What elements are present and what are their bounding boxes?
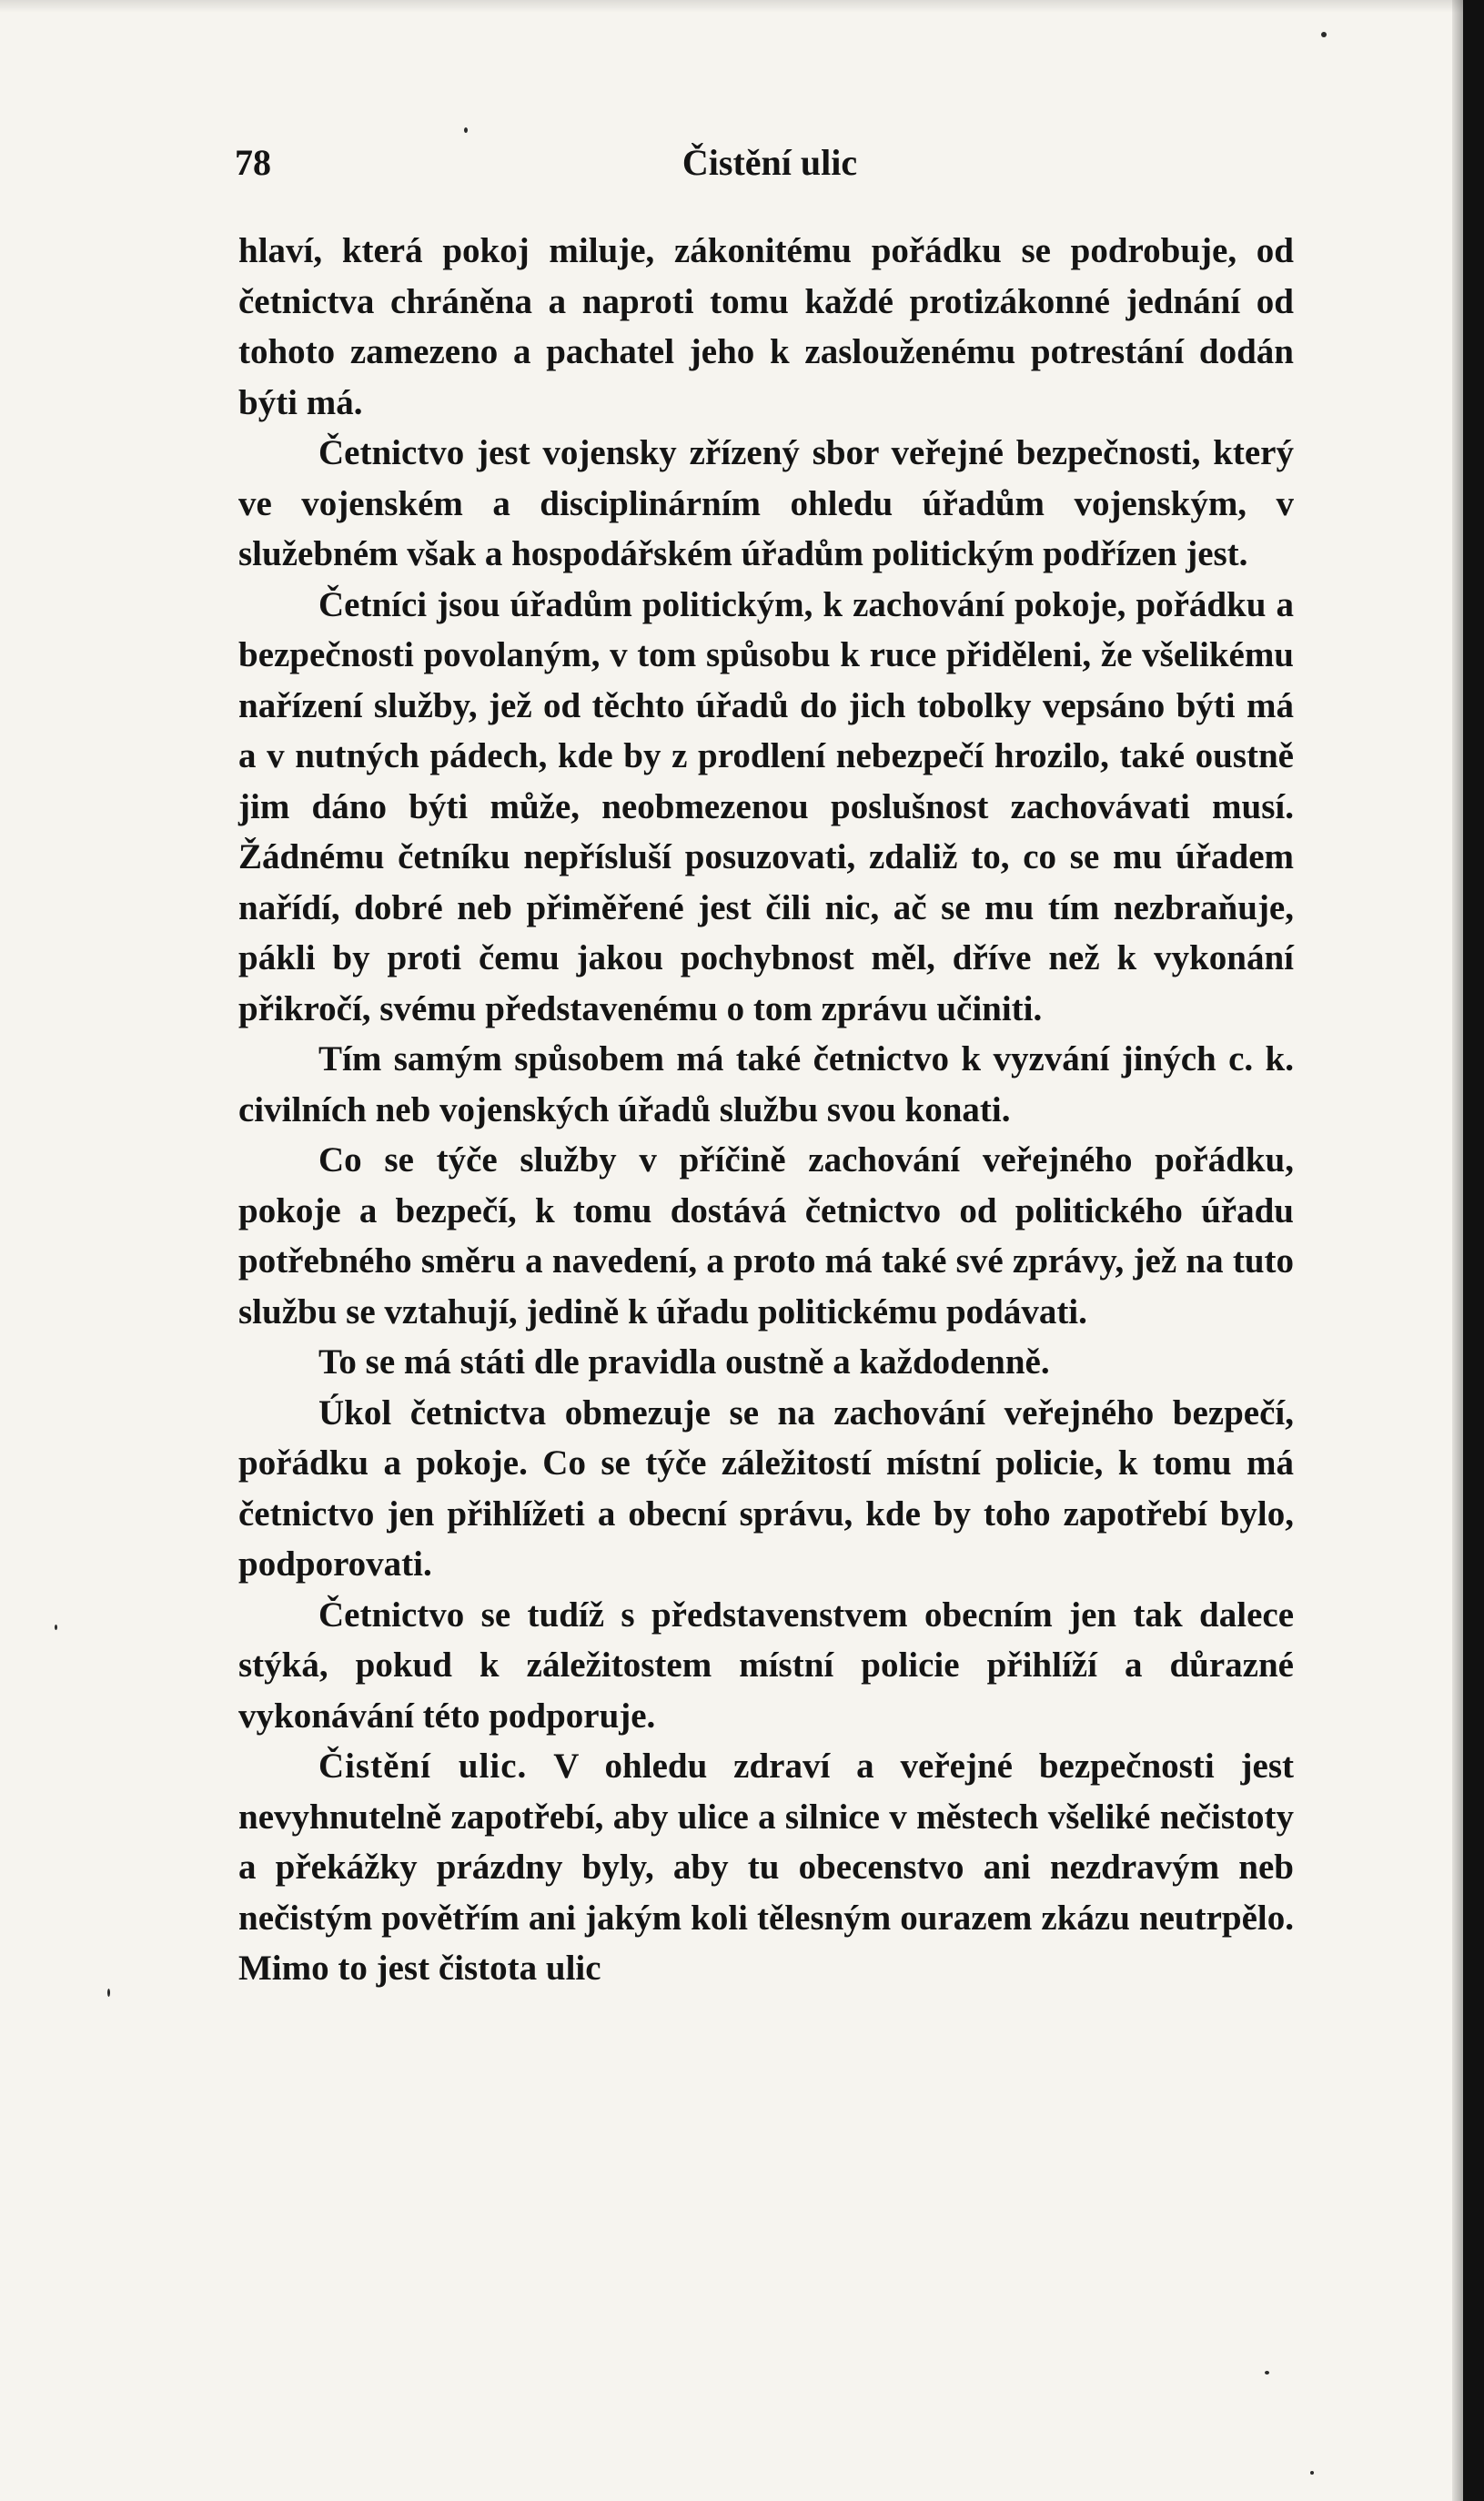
scan-speck — [464, 127, 468, 133]
paragraph: Tím samým spůsobem má také četnictvo k vyzvání jiných c. k. civilních neb vojenských úřadů službu svou konati. — [238, 1039, 1294, 1129]
scan-speck — [107, 1989, 110, 1997]
scan-speck — [1321, 32, 1327, 37]
section-heading-inline: Čistění ulic. — [318, 1747, 528, 1786]
body-text — [238, 226, 1294, 1994]
paragraph: To se má státi dle pravidla oustně a každodenně. — [318, 1342, 1050, 1382]
paragraph-text: V ohledu zdraví a veřejné bezpečnosti jest nevyhnutelně zapotřebí, aby ulice a silnice v městech všeliké nečistoty a překážky prázdny byly, aby tu obecenstvo ani nezdravým neb nečistým povětřím ani jakým koli tělesným ourazem zkázu neutrpělo. Mimo to jest čistota ulic — [238, 1747, 1295, 1988]
scan-speck — [1265, 2371, 1269, 2374]
page-header — [235, 141, 1297, 196]
paragraph: Úkol četnictva obmezuje se na zachování veřejného bezpečí, pořádku a pokoje. Co se týče záležitostí místní policie, k tomu má četnictvo jen přihlížeti a obecní správu, kde by toho zapotřebí bylo, podporovati. — [238, 1392, 1294, 1584]
paragraph: Četnictvo jest vojensky zřízený sbor veřejné bezpečnosti, který ve vojenském a disciplinárním ohledu úřadům vojenským, v služebném však a hospodářském úřadům politickým podřízen jest. — [238, 433, 1294, 573]
paragraph: Četníci jsou úřadům politickým, k zachování pokoje, pořádku a bezpečnosti povolaným, v tom spůsobu k ruce přiděleni, že všelikému nařízení služby, jež od těchto úřadů do jich tobolky vepsáno býti má a v nutných pádech, kde by z prodlení nebezpečí hrozilo, také oustně jim dáno býti může, neobmezenou poslušnost zachovávati musí. Žádnému četníku nepřísluší posuzovati, zdaliž to, co se mu úřadem nařídí, dobré neb přiměřené jest čili nic, ač se mu tím nezbraňuje, pákli by proti čemu jakou pochybnost měl, dříve než k vykonání přikročí, svému představenému o tom zprávu učiniti. — [238, 584, 1294, 1028]
paragraph: Četnictvo se tudíž s představenstvem obecním jen tak dalece stýká, pokud k záležitostem místní policie přihlíží a důrazné vykonávání této podporuje. — [238, 1595, 1294, 1736]
page-top-shadow — [0, 0, 1463, 13]
scan-speck — [55, 1625, 57, 1630]
paragraph: hlaví, která pokoj miluje, zákonitému pořádku se podrobuje, od četnictva chráněna a naproti tomu každé protizákonné jednání od tohoto zamezeno a pachatel jeho k zaslouženému potrestání dodán býti má. — [238, 231, 1294, 422]
paragraph: Co se týče služby v příčině zachování veřejného pořádku, pokoje a bezpečí, k tomu dostává četnictvo od politického úřadu potřebného směru a navedení, a proto má také své zprávy, jež na tuto službu se vztahují, jedině k úřadu politickému podávati. — [238, 1140, 1294, 1332]
paragraph-section-start — [238, 1741, 1294, 1994]
page-number: 78 — [235, 142, 271, 183]
page-right-edge-shadow — [1452, 0, 1463, 2501]
running-title: Čistění ulic — [681, 142, 858, 183]
scan-speck — [1310, 2471, 1314, 2475]
